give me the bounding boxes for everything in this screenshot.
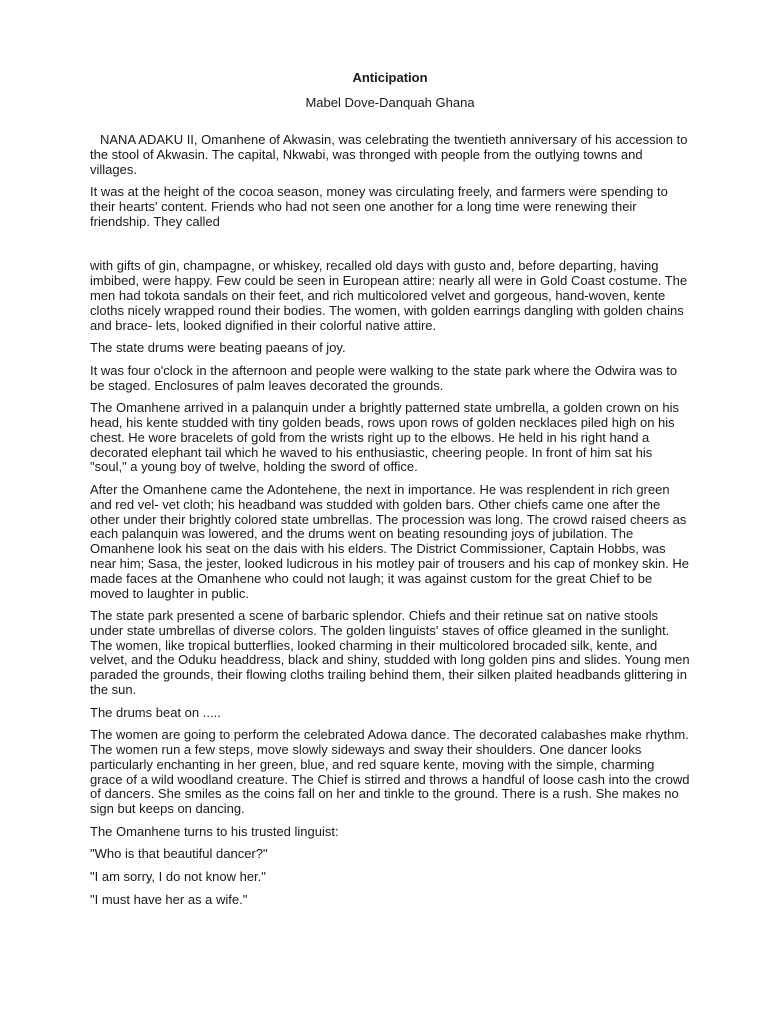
paragraph: NANA ADAKU II, Omanhene of Akwasin, was celebrating the twentieth anniversary of his accession to the stool of Akwasin. The capital, Nkwabi, was thronged with people from the outlying towns and villages. [90, 132, 688, 177]
document-author: Mabel Dove-Danquah Ghana [305, 95, 475, 110]
paragraph: It was at the height of the cocoa season, money was circulating freely, and farmers were spending to their hearts' content. Friends who had not seen one another for a long time were renewing their friendship. They called [90, 184, 668, 229]
document-title: Anticipation [352, 70, 428, 85]
paragraph: The Omanhene turns to his trusted linguist: [90, 823, 339, 839]
dialogue-line: "I must have her as a wife." [90, 891, 248, 907]
paragraph: The women are going to perform the celebrated Adowa dance. The decorated calabashes make rhythm. The women run a few steps, move slowly sideways and sway their shoulders. One dancer looks particularly enchanting in her green, blue, and red square kente, moving with the simple, charming grace of a wild woodland creature. The Chief is stirred and throws a handful of loose cash into the crowd of dancers. She smiles as the coins fall on her and tinkle to the ground. There is a rush. She makes no sign but keeps on dancing. [90, 727, 690, 817]
paragraph: The state park presented a scene of barbaric splendor. Chiefs and their retinue sat on native stools under state umbrellas of diverse colors. The golden linguists' staves of office gleamed in the sunlight. The women, like tropical butterflies, looked charming in their multicolored brocaded silk, kente, and velvet, and the Oduku headdress, black and shiny, studded with long golden pins and slides. Young men paraded the grounds, their flowing cloths trailing behind them, their silken plaited headbands glittering in the sun. [90, 608, 690, 698]
paragraph: After the Omanhene came the Adontehene, the next in importance. He was resplendent in rich green and red vel- vet cloth; his headband was studded with golden bars. Other chiefs came one after the other under their brightly colored state umbrellas. The procession was long. The crowd raised cheers as each palanquin was lowered, and the drums went on beating resounding joys of jubilation. The Omanhene look his seat on the dais with his elders. The District Commissioner, Captain Hobbs, was near him; Sasa, the jester, looked ludicrous in his motley pair of trousers and his cap of monkey skin. He made faces at the Omanhene who could not laugh; it was against custom for the great Chief to be moved to laughter in public. [90, 481, 690, 601]
section-gap [90, 237, 690, 259]
paragraph: It was four o'clock in the afternoon and people were walking to the state park where the Odwira was to be staged. Enclosures of palm leaves decorated the grounds. [90, 362, 678, 393]
dialogue-line: "I am sorry, I do not know her." [90, 869, 266, 885]
paragraph: The drums beat on ..... [90, 704, 221, 720]
document-page [90, 70, 690, 915]
dialogue-line: "Who is that beautiful dancer?" [90, 846, 268, 862]
paragraph: with gifts of gin, champagne, or whiskey, recalled old days with gusto and, before departing, having imbibed, were happy. Few could be seen in European attire: nearly all were in Gold Coast costume. The men had tokota sandals on their feet, and rich multicolored velvet and gorgeous, hand-woven, kente cloths nicely wrapped round their bodies. The women, with golden earrings dangling with golden chains and brace- lets, looked dignified in their colorful native attire. [90, 258, 688, 333]
paragraph: The state drums were beating paeans of joy. [90, 340, 346, 356]
paragraph: The Omanhene arrived in a palanquin under a brightly patterned state umbrella, a golden crown on his head, his kente studded with tiny golden beads, rows upon rows of golden necklaces piled high on his chest. He wore bracelets of gold from the wrists right up to the elbows. He held in his right hand a decorated elephant tail which he waved to his enthusiastic, cheering people. In front of him sat his "soul," a young boy of twelve, holding the sword of office. [90, 400, 679, 475]
